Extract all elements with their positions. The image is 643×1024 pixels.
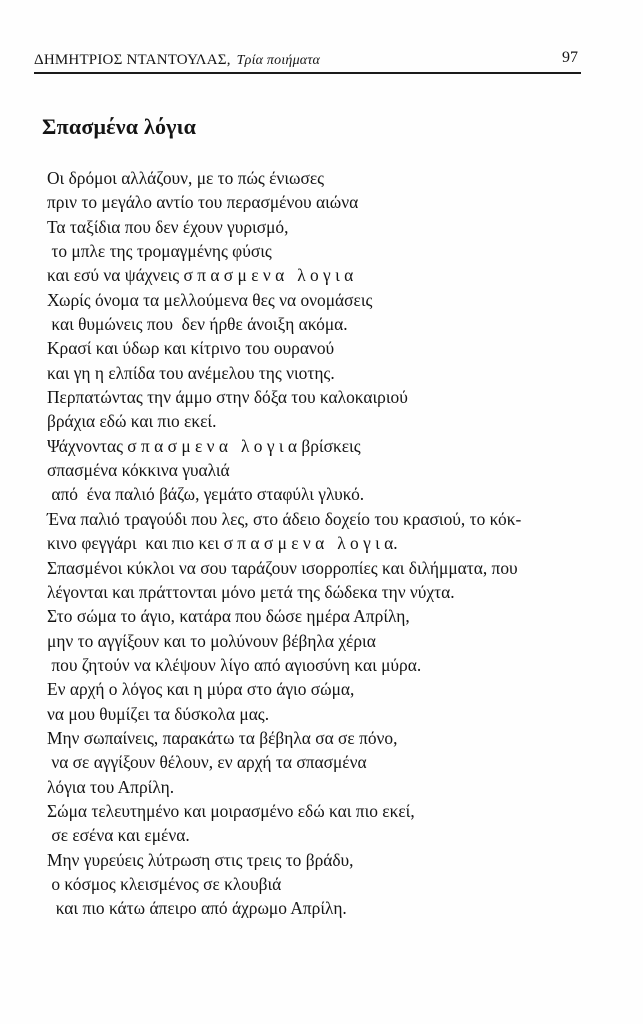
- poem-line: Εν αρχή ο λόγος και η μύρα στο άγιο σώμα,: [47, 679, 355, 700]
- poem-line: κινο φεγγάρι και πιο κει σ π α σ μ ε ν α λ ο γ ι α.: [47, 533, 398, 554]
- header-rule: [34, 72, 581, 74]
- poem-line: Στο σώμα το άγιο, κατάρα που δώσε ημέρα Απρίλη,: [47, 606, 410, 627]
- poem-title: Σπασμένα λόγια: [42, 114, 197, 139]
- poem-line: και πιο κάτω άπειρο από άχρωμο Απρίλη.: [47, 898, 347, 919]
- header-author: ΔΗΜΗΤΡΙΟΣ ΝΤΑΝΤΟΥΛΑΣ,: [34, 52, 231, 68]
- poem-body: [47, 166, 607, 921]
- poem-line: λόγια του Απρίλη.: [47, 776, 175, 797]
- header-author-line: [34, 52, 320, 69]
- poem-line: να σε αγγίξουν θέλουν, εν αρχή τα σπασμένα: [47, 752, 367, 773]
- poem-line: Κρασί και ύδωρ και κίτρινο του ουρανού: [47, 338, 335, 359]
- poem-line: Σπασμένοι κύκλοι να σου ταράζουν ισορροπίες και διλήμματα, που: [47, 557, 518, 578]
- poem-line: ο κόσμος κλεισμένος σε κλουβιά: [47, 873, 282, 894]
- poem-line: Ψάχνοντας σ π α σ μ ε ν α λ ο γ ι α βρίσκεις: [47, 435, 361, 456]
- poem-line: λέγονται και πράττονται μόνο μετά της δώδεκα την νύχτα.: [47, 581, 455, 602]
- poem-line: βράχια εδώ και πιο εκεί.: [47, 411, 217, 432]
- page-number: 97: [562, 49, 578, 66]
- running-header: [34, 48, 580, 72]
- poem-line: και θυμώνεις που δεν ήρθε άνοιξη ακόμα.: [47, 314, 348, 335]
- poem-line: Ένα παλιό τραγούδι που λες, στο άδειο δοχείο του κρασιού, το κόκ-: [47, 508, 522, 529]
- poem-line: Μην γυρεύεις λύτρωση στις τρεις το βράδυ,: [47, 849, 354, 870]
- poem-line: Τα ταξίδια που δεν έχουν γυρισμό,: [47, 216, 289, 237]
- poem-line: το μπλε της τρομαγμένης φύσις: [47, 241, 272, 262]
- poem-line: και εσύ να ψάχνεις σ π α σ μ ε ν α λ ο γ ι α: [47, 265, 354, 286]
- poem-line: Οι δρόμοι αλλάζουν, με το πώς ένιωσες: [47, 168, 325, 188]
- poem-line: να μου θυμίζει τα δύσκολα μας.: [47, 703, 270, 724]
- poem-line: που ζητούν να κλέψουν λίγο από αγιοσύνη και μύρα.: [47, 654, 422, 675]
- poem-line: Μην σωπαίνεις, παρακάτω τα βέβηλα σα σε πόνο,: [47, 727, 398, 748]
- poem-line: σπασμένα κόκκινα γυαλιά: [47, 460, 230, 481]
- poem-line: Χωρίς όνομα τα μελλούμενα θες να ονομάσεις: [47, 289, 373, 310]
- poem-line: Περπατώντας την άμμο στην δόξα του καλοκαιριού: [47, 387, 408, 408]
- poem-line: Σώμα τελευτημένο και μοιρασμένο εδώ και πιο εκεί,: [47, 800, 415, 821]
- header-book-title: Τρία ποιήματα: [236, 53, 321, 68]
- poem-line: και γη η ελπίδα του ανέμελου της νιοτης.: [47, 362, 335, 383]
- poem-line: πριν το μεγάλο αντίο του περασμένου αιώνα: [47, 192, 359, 213]
- poem-line: μην το αγγίξουν και το μολύνουν βέβηλα χέρια: [47, 630, 376, 651]
- poem-line: από ένα παλιό βάζω, γεμάτο σταφύλι γλυκό.: [47, 484, 365, 505]
- poem-line: σε εσένα και εμένα.: [47, 825, 190, 846]
